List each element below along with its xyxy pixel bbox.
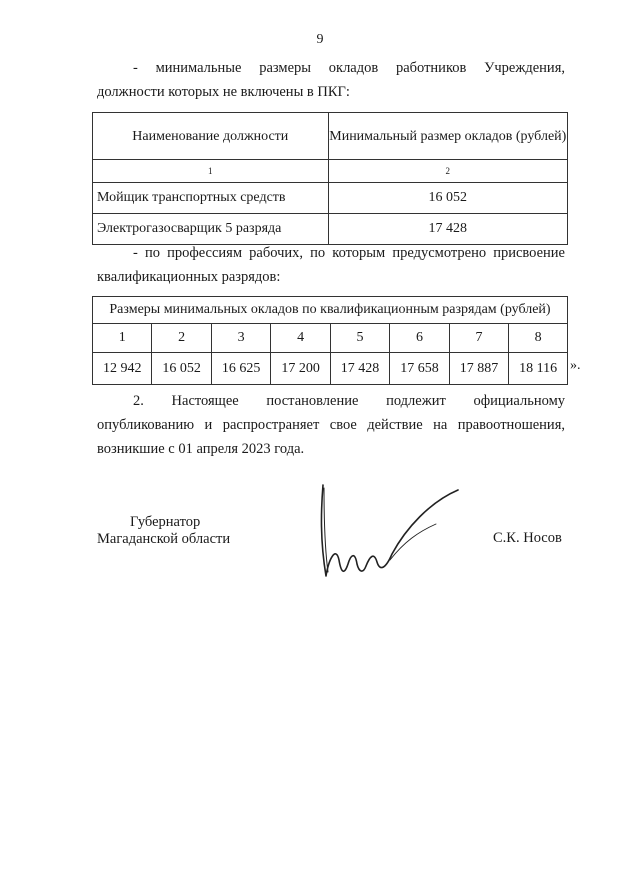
para3-line-1: 2. Настоящее постановление подлежит официальному [133,393,565,409]
grade-number: 4 [271,324,330,353]
grade-salary-table [92,296,568,385]
closing-quote: ». [570,358,581,373]
grade-number: 7 [449,324,508,353]
para3-line-2: опубликованию и распространяет свое действие на правоотношения, [97,417,565,433]
grade-number: 6 [390,324,449,353]
table1-header-salary: Минимальный размер окладов (рублей) [328,113,567,160]
grade-salary-value: 17 428 [330,353,389,385]
grade-number: 8 [509,324,568,353]
intro-line-1: - минимальные размеры окладов работников Учреждения, [133,60,565,76]
handwritten-signature [308,480,478,590]
grade-salary-value: 17 658 [390,353,449,385]
para2-line-1: - по профессиям рабочих, по которым предусмотрено присвоение [133,245,565,261]
grade-salary-value: 16 625 [211,353,270,385]
grade-salary-value: 12 942 [93,353,152,385]
para2-line-2: квалификационных разрядов: [97,269,281,285]
grade-salary-value: 18 116 [509,353,568,385]
para3-line-3: возникшие с 01 апреля 2023 года. [97,441,305,457]
table1-col-number: 1 [93,160,329,183]
table1-col-number: 2 [328,160,567,183]
grade-number: 2 [152,324,211,353]
table1-row-name: Электрогазосварщик 5 разряда [93,214,329,245]
page-number: 9 [316,32,324,47]
intro-line-2: должности которых не включены в ПКГ: [97,84,350,100]
table1-row-name: Мойщик транспортных средств [93,183,329,214]
table1-row-value: 17 428 [328,214,567,245]
signatory-name: С.К. Носов [493,530,562,546]
table1-row-value: 16 052 [328,183,567,214]
signatory-title-line-2: Магаданской области [97,531,231,547]
grade-number: 1 [93,324,152,353]
table2-caption: Размеры минимальных окладов по квалификационным разрядам (рублей) [93,297,568,324]
table1-header-position: Наименование должности [93,113,329,160]
grade-number: 3 [211,324,270,353]
signatory-title-line-1: Губернатор [130,514,201,530]
grade-number: 5 [330,324,389,353]
grade-salary-value: 16 052 [152,353,211,385]
grade-salary-value: 17 200 [271,353,330,385]
positions-salary-table [92,112,568,245]
grade-salary-value: 17 887 [449,353,508,385]
